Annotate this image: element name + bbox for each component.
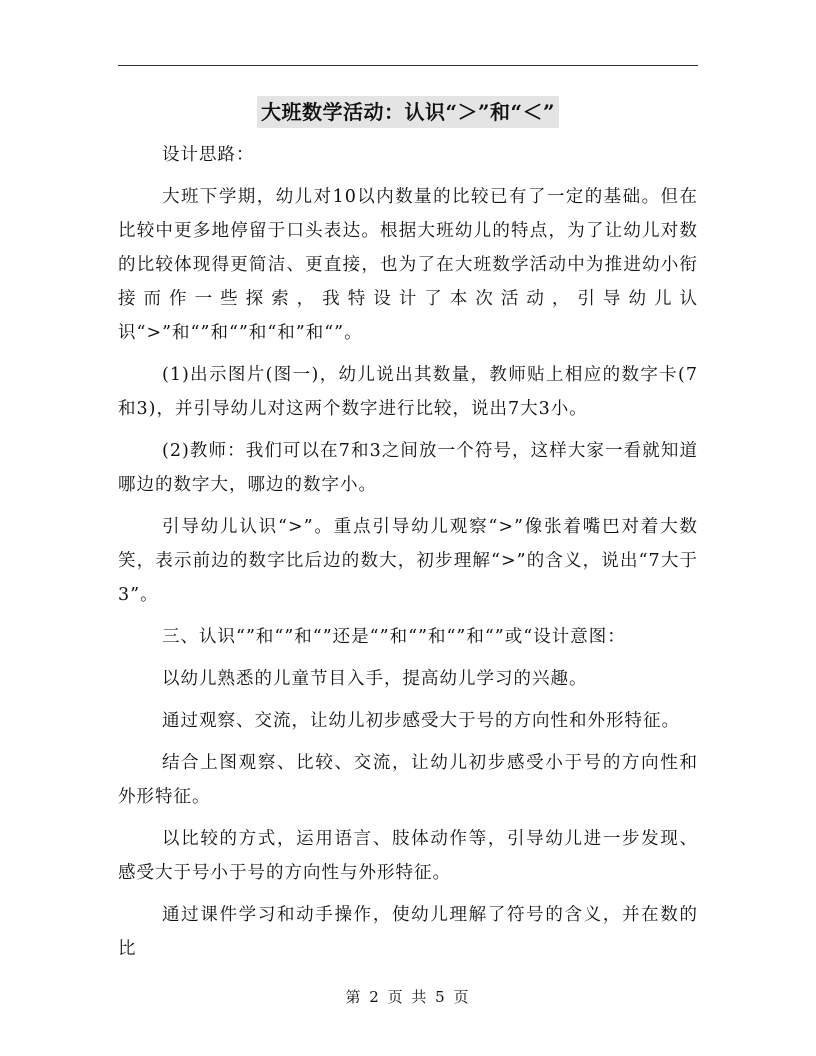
- paragraph: 引导幼儿认识“>”。重点引导幼儿观察“>”像张着嘴巴对着大数笑，表示前边的数字比后边的数大，初步理解“>”的含义，说出“7大于3”。: [118, 517, 698, 605]
- document-body: [118, 138, 698, 974]
- paragraph: 以幼儿熟悉的儿童节目入手，提高幼儿学习的兴趣。: [162, 669, 588, 689]
- paragraph: 结合上图观察、比较、交流，让幼儿初步感受小于号的方向性和外形特征。: [118, 753, 698, 807]
- title-container: [0, 96, 816, 128]
- paragraph: 大班下学期，幼儿对10以内数量的比较已有了一定的基础。但在比较中更多地停留于口头表达。根据大班幼儿的特点，为了让幼儿对数的比较体现得更简洁、更直接，也为了在大班数学活动中为推进幼小衔接而作一些探索，我特设计了本次活动，引导幼儿认识“>”和“”和“”和“和”和“”。: [118, 187, 698, 343]
- paragraph: (2)教师：我们可以在7和3之间放一个符号，这样大家一看就知道哪边的数字大，哪边的数字小。: [118, 441, 698, 495]
- page-number: 第 2 页 共 5 页: [345, 988, 471, 1006]
- paragraph: 通过课件学习和动手操作，使幼儿理解了符号的含义，并在数的比: [118, 905, 698, 959]
- document-title: 大班数学活动：认识“＞”和“＜”: [257, 96, 559, 128]
- paragraph: 三、认识“”和“”和“”还是“”和“”和“”和“”或“设计意图：: [162, 627, 626, 647]
- paragraph: 通过观察、交流，让幼儿初步感受大于号的方向性和外形特征。: [162, 711, 680, 731]
- header-rule: [118, 65, 698, 66]
- paragraph: (1)出示图片(图一)，幼儿说出其数量，教师贴上相应的数字卡(7和3)，并引导幼儿对这两个数字进行比较，说出7大3小。: [118, 365, 698, 419]
- paragraph: 设计思路：: [162, 145, 255, 165]
- paragraph: 以比较的方式，运用语言、肢体动作等，引导幼儿进一步发现、感受大于号小于号的方向性与外形特征。: [118, 829, 698, 883]
